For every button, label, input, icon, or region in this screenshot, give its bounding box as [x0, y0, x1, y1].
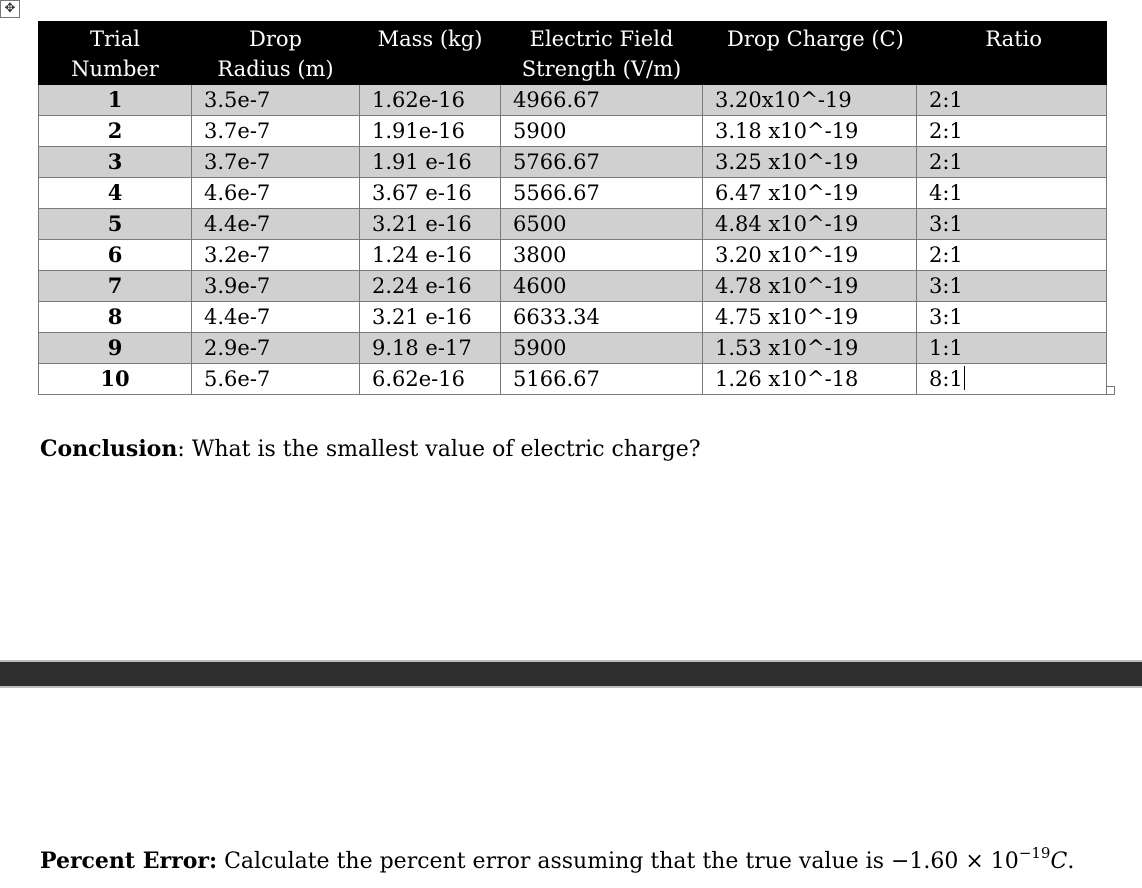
table-cell-drop-radius[interactable] [192, 147, 360, 178]
table-cell-mass[interactable] [360, 302, 501, 333]
table-cell-drop-radius[interactable] [192, 209, 360, 240]
table-cell-drop-charge[interactable] [703, 302, 917, 333]
table-body [39, 85, 1107, 395]
table-row [39, 271, 1107, 302]
column-header-line: Drop [249, 27, 302, 51]
cell-text: 6.47 x10^-19 [715, 181, 859, 205]
column-header-ratio [917, 22, 1107, 85]
column-header-electric-field-strength [501, 22, 703, 85]
cell-text: 3.7e-7 [204, 150, 271, 174]
cell-text: 3.2e-7 [204, 243, 271, 267]
table-cell-mass[interactable] [360, 209, 501, 240]
cell-text: 5.6e-7 [204, 367, 271, 391]
table-cell-ratio[interactable] [917, 271, 1107, 302]
column-header-mass [360, 22, 501, 85]
cell-text: 3.21 e-16 [372, 212, 472, 236]
cell-text: 5 [107, 211, 123, 236]
cell-text: 5900 [513, 119, 567, 143]
cell-text: 4.6e-7 [204, 181, 271, 205]
conclusion-label: Conclusion [40, 436, 178, 462]
cell-text: 2.9e-7 [204, 336, 271, 360]
cell-text: 1.24 e-16 [372, 243, 472, 267]
table-cell-ratio[interactable] [917, 302, 1107, 333]
column-header-drop-radius [192, 22, 360, 85]
cell-text: 10 [100, 366, 130, 391]
table-cell-drop-charge[interactable] [703, 364, 917, 395]
cell-text: 3.18 x10^-19 [715, 119, 859, 143]
table-row [39, 364, 1107, 395]
table-cell-drop-charge[interactable] [703, 209, 917, 240]
cell-text: 3.5e-7 [204, 88, 271, 112]
table-cell-trial-number[interactable] [39, 147, 192, 178]
table-cell-drop-charge[interactable] [703, 240, 917, 271]
table-cell-ratio[interactable] [917, 116, 1107, 147]
table-cell-drop-charge[interactable] [703, 85, 917, 116]
table-cell-drop-radius[interactable] [192, 178, 360, 209]
cell-text: 3.20x10^-19 [715, 88, 852, 112]
table-cell-trial-number[interactable] [39, 240, 192, 271]
table-cell-mass[interactable] [360, 333, 501, 364]
table-resize-handle[interactable] [1106, 386, 1115, 395]
table-cell-drop-charge[interactable] [703, 333, 917, 364]
table-cell-drop-radius[interactable] [192, 85, 360, 116]
cell-text: 3:1 [929, 274, 963, 298]
table-cell-ratio[interactable] [917, 85, 1107, 116]
results-table [38, 21, 1107, 395]
cell-text: 2.24 e-16 [372, 274, 472, 298]
cell-text: 3.67 e-16 [372, 181, 472, 205]
column-header-line: Drop Charge (C) [727, 27, 904, 51]
table-row [39, 333, 1107, 364]
table-cell-ratio[interactable] [917, 364, 1107, 395]
column-header-line: Trial [90, 27, 140, 51]
table-cell-electric-field-strength[interactable] [501, 147, 703, 178]
cell-text: 4.75 x10^-19 [715, 305, 859, 329]
cell-text: 8:1 [929, 367, 963, 391]
table-header [39, 22, 1107, 85]
cell-text: 6500 [513, 212, 567, 236]
text-cursor [964, 366, 965, 390]
cell-text: 2 [107, 118, 123, 143]
table-cell-trial-number[interactable] [39, 209, 192, 240]
table-cell-drop-radius[interactable] [192, 116, 360, 147]
cell-text: 3 [107, 149, 123, 174]
table-cell-mass[interactable] [360, 85, 501, 116]
cell-text: 6633.34 [513, 305, 600, 329]
conclusion-question: : What is the smallest value of electric charge? [177, 437, 701, 462]
cell-text: 7 [107, 273, 123, 298]
table-cell-trial-number[interactable] [39, 178, 192, 209]
table-cell-drop-charge[interactable] [703, 271, 917, 302]
cell-text: 1.91 e-16 [372, 150, 472, 174]
table-cell-ratio[interactable] [917, 240, 1107, 271]
table-cell-drop-radius[interactable] [192, 271, 360, 302]
cell-text: 3.7e-7 [204, 119, 271, 143]
table-cell-trial-number[interactable] [39, 116, 192, 147]
cell-text: 3.21 e-16 [372, 305, 472, 329]
table-cell-trial-number[interactable] [39, 302, 192, 333]
cell-text: 3800 [513, 243, 567, 267]
table-cell-ratio[interactable] [917, 178, 1107, 209]
column-header-line: Number [71, 57, 159, 81]
table-cell-drop-charge[interactable] [703, 178, 917, 209]
cell-text: 4.78 x10^-19 [715, 274, 859, 298]
percent-error-paragraph [40, 844, 1075, 874]
cell-text: 4.4e-7 [204, 305, 271, 329]
table-cell-trial-number[interactable] [39, 85, 192, 116]
cell-text: 1.62e-16 [372, 88, 466, 112]
table-cell-ratio[interactable] [917, 147, 1107, 178]
table-cell-mass[interactable] [360, 271, 501, 302]
cell-text: 1 [107, 87, 123, 112]
column-header-trial-number [39, 22, 192, 85]
cell-text: 2:1 [929, 243, 963, 267]
cell-text: 1:1 [929, 336, 963, 360]
table-cell-drop-radius[interactable] [192, 364, 360, 395]
cell-text: 3.20 x10^-19 [715, 243, 859, 267]
table-row [39, 302, 1107, 333]
conclusion-paragraph [40, 436, 701, 462]
cell-text: 1.53 x10^-19 [715, 336, 859, 360]
column-header-line: Mass (kg) [377, 27, 483, 51]
table-cell-electric-field-strength[interactable] [501, 116, 703, 147]
cell-text: 3:1 [929, 212, 963, 236]
cell-text: 1.26 x10^-18 [715, 367, 859, 391]
table-cell-electric-field-strength[interactable] [501, 364, 703, 395]
table-cell-drop-charge[interactable] [703, 116, 917, 147]
cell-text: 5766.67 [513, 150, 600, 174]
table-cell-drop-radius[interactable] [192, 240, 360, 271]
table-row [39, 209, 1107, 240]
column-header-line: Radius (m) [217, 57, 334, 81]
table-cell-drop-radius[interactable] [192, 302, 360, 333]
column-header-line: Ratio [985, 27, 1042, 51]
cell-text: 2:1 [929, 88, 963, 112]
percent-error-unit: C [1050, 849, 1068, 874]
cell-text: 9.18 e-17 [372, 336, 472, 360]
table-cell-electric-field-strength[interactable] [501, 240, 703, 271]
table-cell-electric-field-strength[interactable] [501, 85, 703, 116]
table-row [39, 240, 1107, 271]
table-row [39, 147, 1107, 178]
table-cell-electric-field-strength[interactable] [501, 178, 703, 209]
percent-error-exponent: −19 [1018, 844, 1051, 862]
cell-text: 4966.67 [513, 88, 600, 112]
cell-text: 3:1 [929, 305, 963, 329]
percent-error-text: Calculate the percent error assuming that the true value is −1.60 × 10 [217, 849, 1019, 874]
table-move-handle-icon[interactable]: ✥ [0, 0, 20, 18]
table-cell-mass[interactable] [360, 147, 501, 178]
table-cell-trial-number[interactable] [39, 364, 192, 395]
column-header-drop-charge [703, 22, 917, 85]
table-cell-trial-number[interactable] [39, 271, 192, 302]
cell-text: 4.84 x10^-19 [715, 212, 859, 236]
cell-text: 5166.67 [513, 367, 600, 391]
cell-text: 4600 [513, 274, 567, 298]
cell-text: 1.91e-16 [372, 119, 466, 143]
table-row [39, 116, 1107, 147]
table-cell-electric-field-strength[interactable] [501, 333, 703, 364]
cell-text: 3.9e-7 [204, 274, 271, 298]
cell-text: 6 [107, 242, 123, 267]
cell-text: 5900 [513, 336, 567, 360]
cell-text: 3.25 x10^-19 [715, 150, 859, 174]
cell-text: 5566.67 [513, 181, 600, 205]
table-cell-mass[interactable] [360, 364, 501, 395]
table-cell-mass[interactable] [360, 116, 501, 147]
table-cell-electric-field-strength[interactable] [501, 271, 703, 302]
table-cell-drop-radius[interactable] [192, 333, 360, 364]
table-cell-mass[interactable] [360, 240, 501, 271]
table-cell-electric-field-strength[interactable] [501, 302, 703, 333]
column-header-line: Strength (V/m) [521, 57, 682, 81]
cell-text: 2:1 [929, 119, 963, 143]
table-cell-ratio[interactable] [917, 209, 1107, 240]
cell-text: 6.62e-16 [372, 367, 466, 391]
table-cell-mass[interactable] [360, 178, 501, 209]
cell-text: 2:1 [929, 150, 963, 174]
cell-text: 8 [107, 304, 123, 329]
percent-error-label: Percent Error: [40, 848, 218, 874]
column-header-line: Electric Field [529, 27, 674, 51]
cell-text: 4 [107, 180, 123, 205]
table-row [39, 85, 1107, 116]
cell-text: 9 [107, 335, 123, 360]
table-cell-trial-number[interactable] [39, 333, 192, 364]
page-break-divider [0, 660, 1142, 688]
table-cell-electric-field-strength[interactable] [501, 209, 703, 240]
cell-text: 4.4e-7 [204, 212, 271, 236]
table-cell-drop-charge[interactable] [703, 147, 917, 178]
table-row [39, 178, 1107, 209]
percent-error-tail: . [1067, 849, 1075, 874]
table-cell-ratio[interactable] [917, 333, 1107, 364]
cell-text: 4:1 [929, 181, 963, 205]
